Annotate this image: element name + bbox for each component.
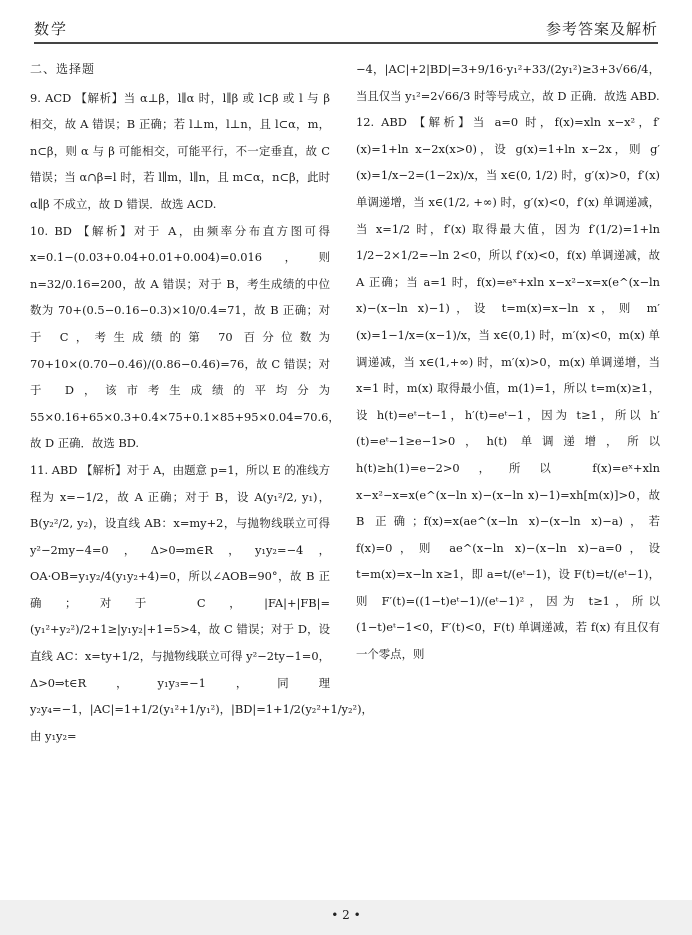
page-footer — [0, 900, 692, 935]
left-column — [30, 56, 373, 749]
page-header — [34, 14, 658, 44]
document-title: 参考答案及解析 — [545, 20, 658, 38]
right-column — [356, 56, 660, 668]
section-title: 二、选择题 — [30, 62, 96, 76]
answer-9: 9. ACD 【解析】当 α⊥β，l∥α 时，l∥β 或 l⊂β 或 l 与 β 相交，故 A 错误；B 正确；若 l⊥m，l⊥n，且 l⊂α，m，n⊂β，则 α 与 β 可能相交，可能平行，不一定垂直，故 C 错误；当 α∩β=l 时，若 l∥m，l∥n，且 m⊂α，n⊂β，此时 α∥β 不成立，故 D 错误．故选 ACD. — [30, 90, 330, 211]
page-number: • 2 • — [331, 908, 361, 922]
answer-11: 11. ABD 【解析】对于 A，由题意 p=1，所以 E 的准线方程为 x=−1/2，故 A 正确；对于 B，设 A(y₁²/2, y₁)，B(y₂²/2, y₂)，设直线 AB：x=my+2，与抛物线联立可得 y²−2my−4=0，Δ>0⇒m∈R，y₁y₂=−4，OA·OB=y₁y₂/4(y₁y₂+4)=0，所以∠AOB=90°，故 B 正确；对于 C，|FA|+|FB|=(y₁²+y₂²)/2+1≥|y₁y₂|+1=5>4，故 C 错误；对于 D，设直线 AC：x=ty+1/2，与抛物线联立可得 y²−2ty−1=0，Δ>0⇒t∈R，y₁y₃=−1，同理 y₂y₄=−1，|AC|=1+1/2(y₁²+1/y₁²)，|BD|=1+1/2(y₂²+1/y₂²)，由 y₁y₂= — [30, 462, 373, 743]
subject-label: 数学 — [34, 20, 69, 38]
answer-12: 12. ABD 【解析】当 a=0 时，f(x)=xln x−x²，f′(x)=1+ln x−2x(x>0)，设 g(x)=1+ln x−2x，则 g′(x)=1/x−2=(1−2x)/x，当 x∈(0, 1/2) 时，g′(x)>0，f′(x) 单调递增，当 x∈(1/2, +∞) 时，g′(x)<0，f′(x) 单调递减，当 x=1/2 时，f′(x) 取得最大值，因为 f′(1/2)=1+ln 1/2−2×1/2=−ln 2<0，所以 f′(x)<0，f(x) 单调递减，故 A 正确；当 a=1 时，f(x)=eˣ+xln x−x²−x=x(e^(x−ln x)−(x−ln x)−1)，设 t=m(x)=x−ln x，则 m′(x)=1−1/x=(x−1)/x，当 x∈(0,1) 时，m′(x)<0，m(x) 单调递减，当 x∈(1,+∞) 时，m′(x)>0，m(x) 单调递增，当 x=1 时，m(x) 取得最小值，m(1)=1，所以 t=m(x)≥1，设 h(t)=eᵗ−t−1，h′(t)=eᵗ−1，因为 t≥1，所以 h′(t)=eᵗ−1≥e−1>0，h(t) 单调递增，所以 h(t)≥h(1)=e−2>0，所以 f(x)=eˣ+xln x−x²−x=x(e^(x−ln x)−(x−ln x)−1)=xh[m(x)]>0，故 B 正确；f(x)=x(ae^(x−ln x)−(x−ln x)−a)，若 f(x)=0，则 ae^(x−ln x)−(x−ln x)−a=0，设 t=m(x)=x−ln x≥1，即 a=t/(eᵗ−1)，设 F(t)=t/(eᵗ−1)，则 F′(t)=((1−t)eᵗ−1)/(eᵗ−1)²，因为 t≥1，所以 (1−t)eᵗ−1<0，F′(t)<0，F(t) 单调递减，若 f(x) 有且仅有一个零点，则 — [356, 115, 660, 662]
answer-10: 10. BD 【解析】对于 A，由频率分布直方图可得 x=0.1−(0.03+0.04+0.01+0.004)=0.016，则 n=32/0.16=200，故 A 错误；对于 B，考生成绩的中位数为 70+(0.5−0.16−0.3)×10/0.4=71，故 B 正确；对于 C，考生成绩的第 70 百分位数为 70+10×(0.70−0.46)/(0.86−0.46)=76，故 C 错误；对于 D，该市考生成绩的平均分为 55×0.16+65×0.3+0.4×75+0.1×85+95×0.04=70.6，故 D 正确．故选 BD. — [30, 223, 340, 451]
answer-11-continued: −4，|AC|+2|BD|=3+9/16·y₁²+33/(2y₁²)≥3+3√66/4，当且仅当 y₁²=2√66/3 时等号成立，故 D 正确．故选 ABD. — [356, 62, 660, 103]
